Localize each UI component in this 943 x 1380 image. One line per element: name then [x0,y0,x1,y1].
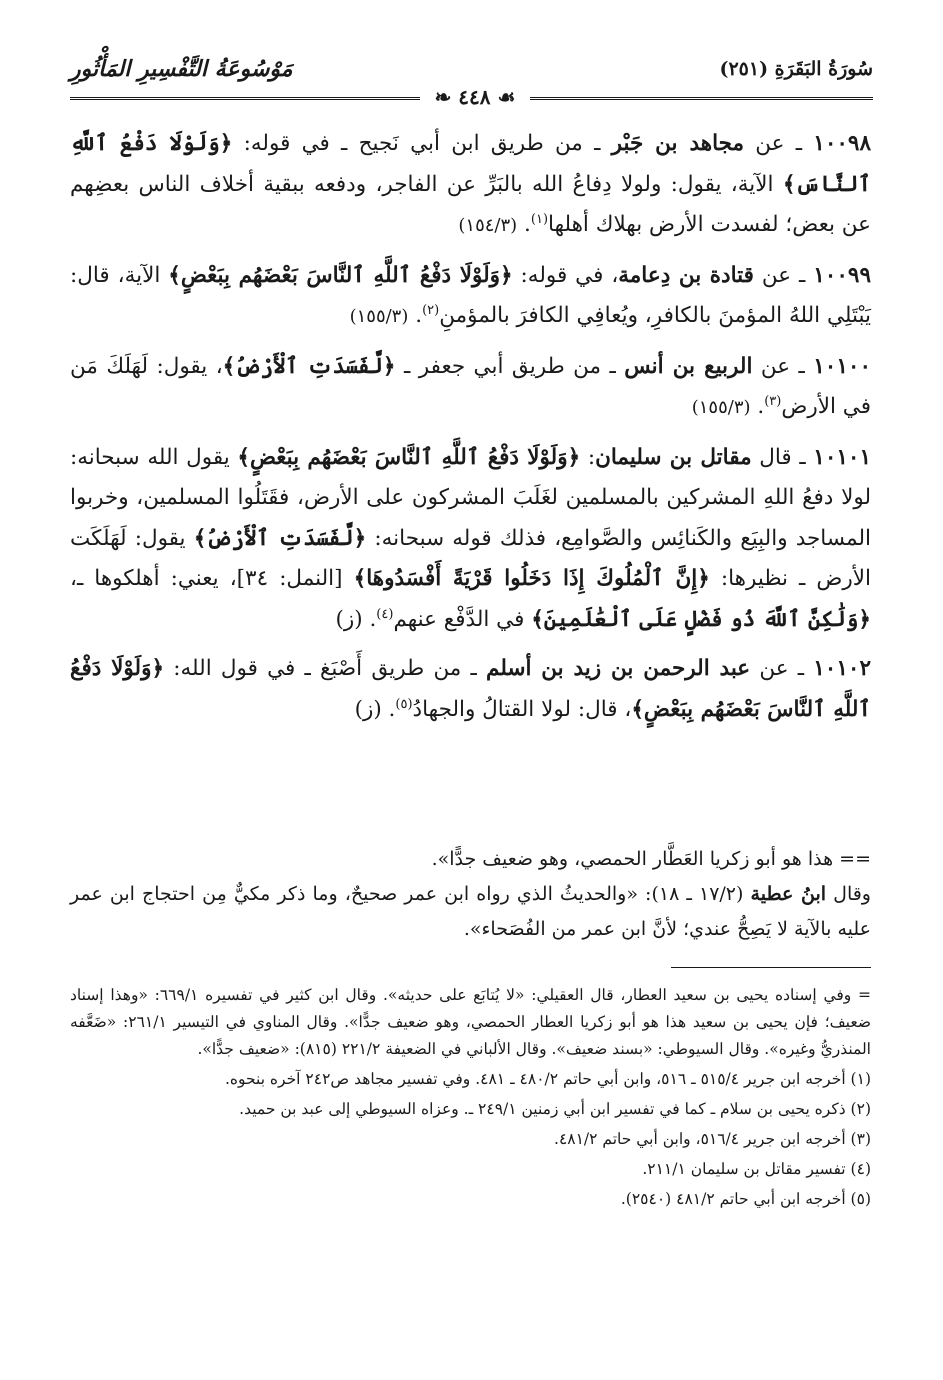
footnote-2: (٢) ذكره يحيى بن سلام ـ كما في تفسير ابن أبي زمنين ٢٤٩/١ ـ. وعزاه السيوطي إلى عبد بن حميد. [239,1100,871,1118]
entry-number: ١٠١٠١ [813,444,872,470]
footnote-4: (٤) تفسير مقاتل بن سليمان ٢١١/١. [642,1160,871,1178]
entry-10100 [70,347,871,429]
footnote-1: (١) أخرجه ابن جرير ٥١٥/٤ ـ ٥١٦، وابن أبي حاتم ٤٨٠/٢ ـ ٤٨١. وفي تفسير مجاهد ص٢٤٢ آخره بنحوه. [224,1070,871,1088]
entry-text: ، في قوله: [512,262,619,288]
footnote-5: (٥) أخرجه ابن أبي حاتم ٤٨١/٢ (٢٥٤٠). [620,1190,871,1208]
volume-reference: (١٥٥/٣) [691,397,751,418]
volume-reference: (١٥٥/٣) [349,306,409,327]
quran-verse: ﴿وَلَوْلَا دَفْعُ ٱللَّهِ ٱلنَّاسَ بَعْضَهُم بِبَعْضٍ﴾ [237,444,581,470]
footnote-separator [671,967,871,968]
footnote-marker: (١) [530,211,549,227]
continuation-note [70,842,871,947]
footnote-marker: (٢) [422,302,440,318]
entry-number: ١٠٠٩٩ [813,262,871,288]
entry-10101 [70,438,871,641]
book-title: مَوْسُوعَةُ التَّفْسِيرِ المَأْثُورِ [70,56,293,82]
entry-text: [النمل: ٣٤]، يعني: أهلكوها ـ، [70,566,354,591]
quran-verse: ﴿وَلَوْلَا دَفْعُ ٱللَّهِ ٱلنَّاسَ بَعْضَهُم بِبَعْضٍ﴾ [70,656,871,722]
narrator-name: قتادة بن دِعامة [618,262,754,288]
page-number-value: ٤٤٨ [458,85,491,109]
narrator-name: مقاتل بن سليمان [595,444,752,470]
note-text: (١٧/٢ ـ ١٨): «والحديثُ الذي رواه ابن عمر صحيحٌ، وما ذكر مكيٌّ مِن احتجاج ابن عمر عليه بالآية لا يَصِحُّ عندي؛ لأنَّ ابن عمر من الفُصَحاء». [70,883,871,940]
entry-10102 [70,649,871,730]
footnote-marker: (٣) [764,393,782,409]
quran-verse: ﴿إِنَّ ٱلْمُلُوكَ إِذَا دَخَلُوا قَرْيَةً أَفْسَدُوهَا﴾ [353,566,710,591]
entry-text: . (ز) [335,606,377,632]
footnote-marker: (٥) [395,696,413,712]
entry-text: . [408,303,423,328]
entry-number: ١٠١٠٠ [813,353,871,379]
quran-verse: ﴿وَلَٰكِنَّ ٱللَّهَ ذُو فَضْلٍ عَلَى ٱلْعَٰلَمِينَ﴾ [531,606,871,632]
entry-text: : [580,444,596,470]
volume-reference: (١٥٤/٣) [458,215,518,236]
entry-number: ١٠٠٩٨ [813,131,872,156]
quran-verse: ﴿وَلَوْلَا دَفْعُ ٱللَّهِ ٱلنَّاسَ بَعْضَهُم بِبَعْضٍ﴾ [168,262,513,288]
entry-text: ـ من طريق أَصْبَغ ـ في قول الله: [164,656,487,681]
page-number: ❧ ٤٤٨ ☙ [420,86,530,108]
entry-text: ـ عن [752,353,814,379]
narrator-name: عبد الرحمن بن زيد بن أسلم [486,656,751,681]
continuation-line: == هذا هو أبو زكريا العَطَّار الحمصي، وهو ضعيف جدًّا». [431,848,871,870]
footnote-3: (٣) أخرجه ابن جرير ٥١٦/٤، وابن أبي حاتم ٤٨١/٢. [554,1130,871,1148]
note-text: وقال [826,883,871,905]
entry-text: . [517,212,531,237]
narrator-name: الربيع بن أنس [624,353,753,379]
ibn-atiyya-note [70,877,871,947]
entry-text: يقول الله سبحانه: لولا دفعُ اللهِ المشركين بالمسلمين لغَلَبَ المشركون على الأرض، فقَتَلُوا المسلمين، وخربوا المساجد والبِيَع والكَنائِس والصَّوامِع، فذلك قوله سبحانه: [70,444,871,551]
entry-text: . (ز) [354,696,396,722]
footnote-marker: (٤) [376,606,394,622]
entry-text: ـ من طريق أبي جعفر ـ [395,353,625,379]
entry-text: في الدَّفْع عنهم [393,606,532,632]
surah-title: سُورَةُ البَقَرَةِ (٢٥١) [719,58,873,80]
scholar-name: ابنُ عطية [750,883,827,905]
narrator-name: مجاهد بن جَبْر [611,131,745,156]
quran-verse: ﴿وَلَوْلَا دَفْعُ ٱللَّهِ ٱلنَّاسَ﴾ [70,131,871,197]
entry-text: ـ عن [753,262,814,288]
entry-number: ١٠١٠٢ [813,656,871,681]
entry-10099 [70,256,871,338]
footnote-continued: = وفي إسناده يحيى بن سعيد العطار، قال العقيلي: «لا يُتابَع على حديثه». وقال ابن كثير في تفسيره ٦٦٩/١: «وهذا إسناد ضعيف؛ فإن يحيى بن سعيد هذا هو أبو زكريا العطار الحمصي، وهو ضعيف جدًّا». وقال المناوي في التيسير ٢٦١/١: «ضَعَّفه المنذريُّ وغيره». وقال السيوطي: «بسند ضعيف». وقال الألباني في الضعيفة ٢٢١/٢ (٨١٥): «ضعيف جدًّا». [70,986,871,1058]
entry-text: ، قال: لولا القتالُ والجهادُ [412,696,632,722]
entry-text: ـ عن [750,656,814,681]
entry-text: يقول: لَهَلَكَت الأرض ـ نظيرها: [70,525,871,591]
entry-text: . [750,394,765,419]
entry-text: ـ عن [744,131,814,156]
entry-text: ، يقول: لَهَلَكَ مَن في الأرض [70,353,871,419]
entry-10098 [70,124,871,247]
quran-verse: ﴿لَّفَسَدَتِ ٱلْأَرْضُ﴾ [193,525,367,551]
footnotes [70,982,871,1216]
entry-text: الآية، يقول: ولولا دِفاعُ الله بالبَرِّ عن الفاجر، ودفعه ببقية أخلاف الناس بعضِهم عن بعض؛ لفسدت الأرض بهلاك أهلها [70,171,871,237]
entry-text: ـ قال [751,444,814,470]
entry-text: الآية، قال: يَبْتَلِي اللهُ المؤمنَ بالكافرِ، ويُعافِي الكافرَ بالمؤمنِ [70,262,871,328]
quran-verse: ﴿لَّفَسَدَتِ ٱلْأَرْضُ﴾ [222,353,396,379]
entry-text: ـ من طريق ابن أبي نَجيح ـ في قوله: [232,131,612,156]
main-text [70,124,871,739]
